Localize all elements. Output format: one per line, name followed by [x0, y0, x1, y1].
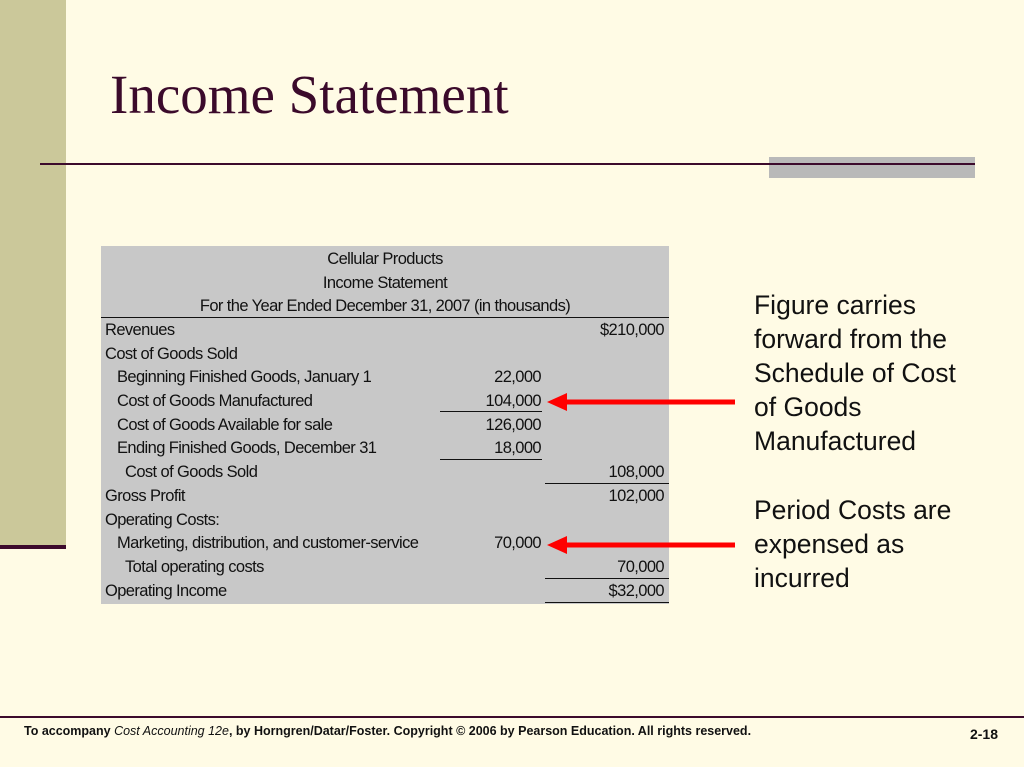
- row-value-right: $210,000: [599, 321, 664, 339]
- title-rule-overlay: [769, 163, 975, 165]
- row-value-right: $32,000: [608, 582, 664, 600]
- title-gray-bar: [769, 157, 975, 178]
- row-label: Operating Income: [105, 582, 227, 600]
- note-carry-forward: [754, 288, 1014, 458]
- note-line: of Goods: [754, 392, 862, 422]
- row-value-mid: 104,000: [485, 392, 541, 410]
- row-label: Cost of Goods Sold: [125, 463, 258, 481]
- row-label: Gross Profit: [105, 487, 185, 505]
- slide-title: Income Statement: [110, 64, 509, 125]
- row-value-mid: 70,000: [494, 534, 541, 552]
- row-value-mid: 18,000: [494, 439, 541, 457]
- footer-copyright: To accompany Cost Accounting 12e, by Horngren/Datar/Foster. Copyright © 2006 by Pearson Education. All rights reserved.: [24, 724, 752, 738]
- row-label: Ending Finished Goods, December 31: [117, 439, 377, 457]
- footer-rule: [0, 716, 1024, 718]
- statement-period: For the Year Ended December 31, 2007 (in thousands): [199, 297, 571, 315]
- subtotal-underline: [440, 459, 542, 460]
- total-underline: [545, 578, 669, 579]
- row-label: Marketing, distribution, and customer-service: [117, 534, 419, 552]
- note-line: Figure carries: [754, 290, 916, 320]
- row-label: Cost of Goods Sold: [105, 345, 238, 363]
- note-period-costs: [754, 493, 1014, 595]
- note-line: Manufactured: [754, 426, 917, 456]
- note-line: incurred: [754, 563, 850, 593]
- sidebar-band: [0, 0, 66, 548]
- sidebar-accent-line: [0, 545, 66, 549]
- note-line: forward from the: [754, 324, 947, 354]
- statement-company: Cellular Products: [327, 250, 443, 268]
- row-value-mid: 22,000: [494, 368, 541, 386]
- subtotal-underline: [440, 411, 542, 412]
- total-underline: [545, 483, 669, 484]
- row-label: Beginning Finished Goods, January 1: [117, 368, 372, 386]
- row-label: Cost of Goods Manufactured: [117, 392, 313, 410]
- note-line: expensed as: [754, 529, 905, 559]
- statement-name: Income Statement: [322, 274, 448, 292]
- row-label: Cost of Goods Available for sale: [117, 416, 333, 434]
- total-underline: [545, 602, 669, 603]
- row-label: Revenues: [105, 321, 175, 339]
- row-value-right: 108,000: [608, 463, 664, 481]
- arrow-left-icon: [547, 390, 735, 414]
- row-value-mid: 126,000: [485, 416, 541, 434]
- row-label: Total operating costs: [125, 558, 264, 576]
- row-value-right: 102,000: [608, 487, 664, 505]
- note-line: Schedule of Cost: [754, 358, 956, 388]
- row-label: Operating Costs:: [105, 511, 220, 529]
- page-number: 2-18: [969, 726, 998, 742]
- header-underline: [101, 317, 669, 318]
- note-line: Period Costs are: [754, 495, 952, 525]
- arrow-left-icon: [547, 533, 735, 557]
- row-value-right: 70,000: [617, 558, 664, 576]
